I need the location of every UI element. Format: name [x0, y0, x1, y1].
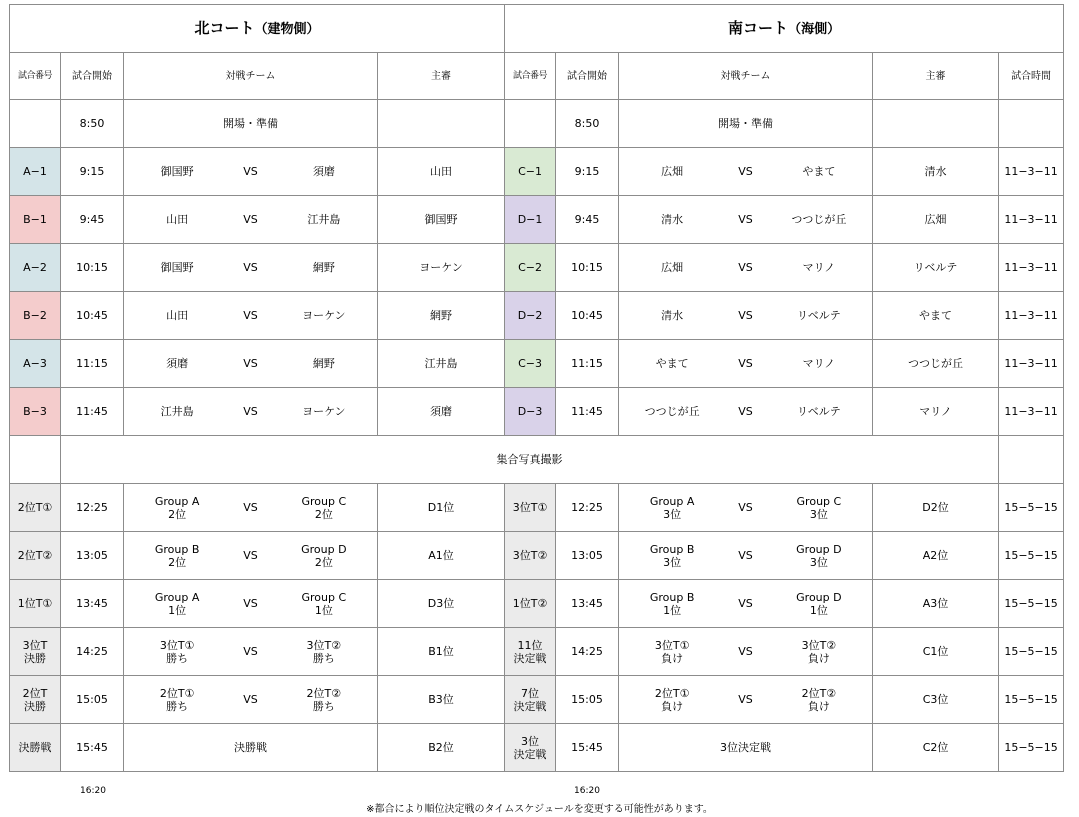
north-referee: 網野: [378, 292, 505, 340]
team-1: 御国野: [160, 165, 194, 178]
matchup: [619, 484, 872, 531]
north-match-no: A−1: [10, 148, 61, 196]
versus-label: VS: [243, 405, 258, 418]
north-match-no: 2位T 決勝: [10, 676, 61, 724]
south-start-time: 13:45: [556, 580, 619, 628]
north-matchup: 決勝戦: [124, 724, 378, 772]
north-matchup: [124, 676, 378, 724]
versus-label: VS: [243, 357, 258, 370]
north-header-match-no: 試合番号: [10, 53, 61, 100]
south-duration: 15−5−15: [999, 628, 1064, 676]
team-2: Group D 1位: [796, 590, 842, 617]
team-2: ヨーケン: [302, 309, 346, 322]
versus-label: VS: [243, 261, 258, 274]
team-1: Group A 2位: [154, 494, 200, 521]
team-1: つつじが丘: [644, 405, 700, 418]
south-match-no: 3位T②: [505, 532, 556, 580]
versus-label: VS: [243, 213, 258, 226]
table-row: [10, 676, 1064, 724]
matchup: [124, 196, 377, 243]
south-duration: 11−3−11: [999, 388, 1064, 436]
north-referee: D1位: [378, 484, 505, 532]
north-matchup: [124, 628, 378, 676]
team-1: 広畑: [661, 261, 684, 274]
team-1: 清水: [661, 213, 684, 226]
south-match-no: D−3: [505, 388, 556, 436]
matchup: [619, 676, 872, 723]
north-matchup: [124, 484, 378, 532]
south-referee: 広畑: [873, 196, 999, 244]
matchup: [619, 340, 872, 387]
south-referee: やまて: [873, 292, 999, 340]
team-2: リベルテ: [796, 309, 841, 322]
matchup: [619, 388, 872, 435]
team-1: Group B 2位: [154, 542, 200, 569]
south-duration: 11−3−11: [999, 340, 1064, 388]
south-matchup: [619, 292, 873, 340]
north-opening-time: 8:50: [61, 100, 124, 148]
team-2: Group C 3位: [796, 494, 842, 521]
south-matchup: [619, 676, 873, 724]
versus-label: VS: [738, 261, 753, 274]
photo-label: 集合写真撮影: [61, 436, 999, 484]
team-2: Group C 2位: [301, 494, 347, 521]
team-2: マリノ: [802, 261, 836, 274]
south-court-name: 南コート: [728, 18, 789, 37]
matchup: [124, 532, 377, 579]
versus-label: VS: [243, 693, 258, 706]
cell-empty: [999, 436, 1064, 484]
south-referee: C1位: [873, 628, 999, 676]
team-1: やまて: [655, 357, 689, 370]
matchup: [124, 628, 377, 675]
south-referee: C3位: [873, 676, 999, 724]
versus-label: VS: [243, 645, 258, 658]
south-start-time: 10:15: [556, 244, 619, 292]
team-1: 広畑: [661, 165, 684, 178]
matchup: [124, 340, 377, 387]
north-match-no: B−2: [10, 292, 61, 340]
photo-row: [10, 436, 1064, 484]
north-header-teams: 対戦チーム: [124, 53, 378, 100]
south-referee: A2位: [873, 532, 999, 580]
versus-label: VS: [243, 165, 258, 178]
north-matchup: [124, 340, 378, 388]
versus-label: VS: [738, 357, 753, 370]
team-2: やまて: [802, 165, 836, 178]
cell-empty: [10, 436, 61, 484]
versus-label: VS: [243, 501, 258, 514]
matchup: [619, 532, 872, 579]
north-matchup: [124, 532, 378, 580]
south-duration: 15−5−15: [999, 676, 1064, 724]
north-referee: 須磨: [378, 388, 505, 436]
north-start-time: 11:45: [61, 388, 124, 436]
south-matchup: [619, 484, 873, 532]
versus-label: VS: [738, 309, 753, 322]
north-matchup: [124, 196, 378, 244]
team-2: つつじが丘: [791, 213, 847, 226]
north-start-time: 14:25: [61, 628, 124, 676]
south-duration: 15−5−15: [999, 484, 1064, 532]
table-row: [10, 724, 1064, 772]
north-start-time: 10:45: [61, 292, 124, 340]
north-referee: A1位: [378, 532, 505, 580]
south-start-time: 14:25: [556, 628, 619, 676]
north-match-no: 2位T①: [10, 484, 61, 532]
north-start-time: 15:45: [61, 724, 124, 772]
team-1: 御国野: [160, 261, 194, 274]
north-start-time: 12:25: [61, 484, 124, 532]
south-duration: 11−3−11: [999, 244, 1064, 292]
south-referee: マリノ: [873, 388, 999, 436]
south-matchup: [619, 196, 873, 244]
south-referee: D2位: [873, 484, 999, 532]
south-court-subtitle: （海側）: [788, 21, 841, 37]
north-start-time: 10:15: [61, 244, 124, 292]
versus-label: VS: [738, 549, 753, 562]
south-duration: 15−5−15: [999, 724, 1064, 772]
cell-empty: [10, 100, 61, 148]
cell-empty: [378, 100, 505, 148]
south-start-time: 9:15: [556, 148, 619, 196]
south-match-no: 3位 決定戦: [505, 724, 556, 772]
north-matchup: [124, 292, 378, 340]
south-matchup: [619, 148, 873, 196]
versus-label: VS: [738, 597, 753, 610]
team-2: リベルテ: [796, 405, 841, 418]
team-1: Group A 1位: [154, 590, 200, 617]
north-header-referee: 主審: [378, 53, 505, 100]
versus-label: VS: [738, 165, 753, 178]
matchup: [619, 628, 872, 675]
north-court-subtitle: （建物側）: [254, 21, 320, 37]
north-referee: 江井島: [378, 340, 505, 388]
south-header-start: 試合開始: [556, 53, 619, 100]
table-row: [10, 580, 1064, 628]
north-referee: 御国野: [378, 196, 505, 244]
north-referee: B2位: [378, 724, 505, 772]
schedule-table: [9, 4, 1064, 772]
team-2: マリノ: [802, 357, 836, 370]
team-1: Group B 3位: [649, 542, 695, 569]
south-referee: A3位: [873, 580, 999, 628]
team-2: 須磨: [312, 165, 335, 178]
matchup: [619, 196, 872, 243]
south-opening-label: 開場・準備: [619, 100, 873, 148]
south-matchup: [619, 532, 873, 580]
south-referee: リベルテ: [873, 244, 999, 292]
south-header-match-no: 試合番号: [505, 53, 556, 100]
north-court-title: [10, 5, 505, 53]
team-1: 山田: [166, 309, 189, 322]
south-matchup: [619, 340, 873, 388]
north-matchup: [124, 580, 378, 628]
south-matchup: [619, 244, 873, 292]
south-start-time: 11:45: [556, 388, 619, 436]
table-row: [10, 148, 1064, 196]
versus-label: VS: [738, 693, 753, 706]
team-2: 網野: [312, 357, 335, 370]
versus-label: VS: [738, 213, 753, 226]
north-referee: D3位: [378, 580, 505, 628]
north-start-time: 11:15: [61, 340, 124, 388]
versus-label: VS: [243, 597, 258, 610]
south-start-time: 15:05: [556, 676, 619, 724]
north-match-no: 決勝戦: [10, 724, 61, 772]
north-match-no: 1位T①: [10, 580, 61, 628]
south-match-no: 3位T①: [505, 484, 556, 532]
opening-row: [10, 100, 1064, 148]
matchup: [124, 484, 377, 531]
versus-label: VS: [738, 405, 753, 418]
north-opening-label: 開場・準備: [124, 100, 378, 148]
table-row: [10, 532, 1064, 580]
north-matchup: [124, 388, 378, 436]
matchup: [124, 580, 377, 627]
team-1: 2位T① 勝ち: [159, 686, 195, 713]
south-start-time: 12:25: [556, 484, 619, 532]
team-1: 2位T① 負け: [654, 686, 690, 713]
south-duration: 11−3−11: [999, 148, 1064, 196]
north-referee: 山田: [378, 148, 505, 196]
table-row: [10, 244, 1064, 292]
cell-empty: [505, 100, 556, 148]
table-row: [10, 388, 1064, 436]
south-duration: 15−5−15: [999, 532, 1064, 580]
matchup: [619, 580, 872, 627]
south-referee: つつじが丘: [873, 340, 999, 388]
north-referee: ヨーケン: [378, 244, 505, 292]
team-2: 網野: [312, 261, 335, 274]
south-header-teams: 対戦チーム: [619, 53, 873, 100]
matchup: [124, 676, 377, 723]
versus-label: VS: [243, 309, 258, 322]
south-start-time: 13:05: [556, 532, 619, 580]
north-court-name: 北コート: [194, 18, 255, 37]
table-row: [10, 292, 1064, 340]
table-row: [10, 628, 1064, 676]
matchup: [124, 244, 377, 291]
south-matchup: [619, 628, 873, 676]
south-court-title: [505, 5, 1064, 53]
table-row: [10, 196, 1064, 244]
cell-empty: [873, 100, 999, 148]
table-row: [10, 340, 1064, 388]
matchup: [124, 148, 377, 195]
south-end-time: 16:20: [574, 786, 600, 796]
south-duration: 15−5−15: [999, 580, 1064, 628]
south-matchup: [619, 580, 873, 628]
team-2: ヨーケン: [302, 405, 346, 418]
matchup: [124, 292, 377, 339]
south-header-duration: 試合時間: [999, 53, 1064, 100]
north-matchup: [124, 244, 378, 292]
versus-label: VS: [738, 501, 753, 514]
cell-empty: [999, 100, 1064, 148]
versus-label: VS: [738, 645, 753, 658]
north-start-time: 15:05: [61, 676, 124, 724]
team-1: 江井島: [160, 405, 194, 418]
team-2: Group D 2位: [301, 542, 347, 569]
south-match-no: C−2: [505, 244, 556, 292]
south-match-no: C−1: [505, 148, 556, 196]
north-match-no: A−2: [10, 244, 61, 292]
team-1: Group B 1位: [649, 590, 695, 617]
south-header-referee: 主審: [873, 53, 999, 100]
table-row: [10, 484, 1064, 532]
south-match-no: 11位 決定戦: [505, 628, 556, 676]
south-match-no: C−3: [505, 340, 556, 388]
team-2: Group C 1位: [301, 590, 347, 617]
team-2: Group D 3位: [796, 542, 842, 569]
south-match-no: 1位T②: [505, 580, 556, 628]
south-referee: C2位: [873, 724, 999, 772]
team-2: 3位T② 勝ち: [306, 638, 342, 665]
team-2: 2位T② 負け: [801, 686, 837, 713]
north-match-no: 2位T②: [10, 532, 61, 580]
south-matchup: [619, 388, 873, 436]
north-header-start: 試合開始: [61, 53, 124, 100]
north-end-time: 16:20: [80, 786, 106, 796]
north-match-no: B−1: [10, 196, 61, 244]
south-start-time: 15:45: [556, 724, 619, 772]
north-match-no: B−3: [10, 388, 61, 436]
north-start-time: 9:45: [61, 196, 124, 244]
south-match-no: 7位 決定戦: [505, 676, 556, 724]
south-referee: 清水: [873, 148, 999, 196]
footnote: ※都合により順位決定戦のタイムスケジュールを変更する可能性があります。: [366, 804, 713, 815]
team-1: 山田: [166, 213, 189, 226]
north-start-time: 13:05: [61, 532, 124, 580]
team-1: Group A 3位: [649, 494, 695, 521]
north-start-time: 9:15: [61, 148, 124, 196]
matchup: [619, 292, 872, 339]
south-duration: 11−3−11: [999, 292, 1064, 340]
north-match-no: A−3: [10, 340, 61, 388]
team-1: 清水: [661, 309, 684, 322]
matchup: [619, 148, 872, 195]
north-matchup: [124, 148, 378, 196]
south-start-time: 11:15: [556, 340, 619, 388]
south-start-time: 10:45: [556, 292, 619, 340]
versus-label: VS: [243, 549, 258, 562]
south-duration: 11−3−11: [999, 196, 1064, 244]
north-start-time: 13:45: [61, 580, 124, 628]
team-2: 江井島: [307, 213, 341, 226]
team-2: 2位T② 勝ち: [306, 686, 342, 713]
south-match-no: D−2: [505, 292, 556, 340]
north-referee: B3位: [378, 676, 505, 724]
matchup: [619, 244, 872, 291]
team-1: 3位T① 負け: [654, 638, 690, 665]
south-opening-time: 8:50: [556, 100, 619, 148]
south-matchup: 3位決定戦: [619, 724, 873, 772]
team-1: 須磨: [166, 357, 189, 370]
team-2: 3位T② 負け: [801, 638, 837, 665]
team-1: 3位T① 勝ち: [159, 638, 195, 665]
matchup: [124, 388, 377, 435]
north-match-no: 3位T 決勝: [10, 628, 61, 676]
south-match-no: D−1: [505, 196, 556, 244]
south-start-time: 9:45: [556, 196, 619, 244]
north-referee: B1位: [378, 628, 505, 676]
